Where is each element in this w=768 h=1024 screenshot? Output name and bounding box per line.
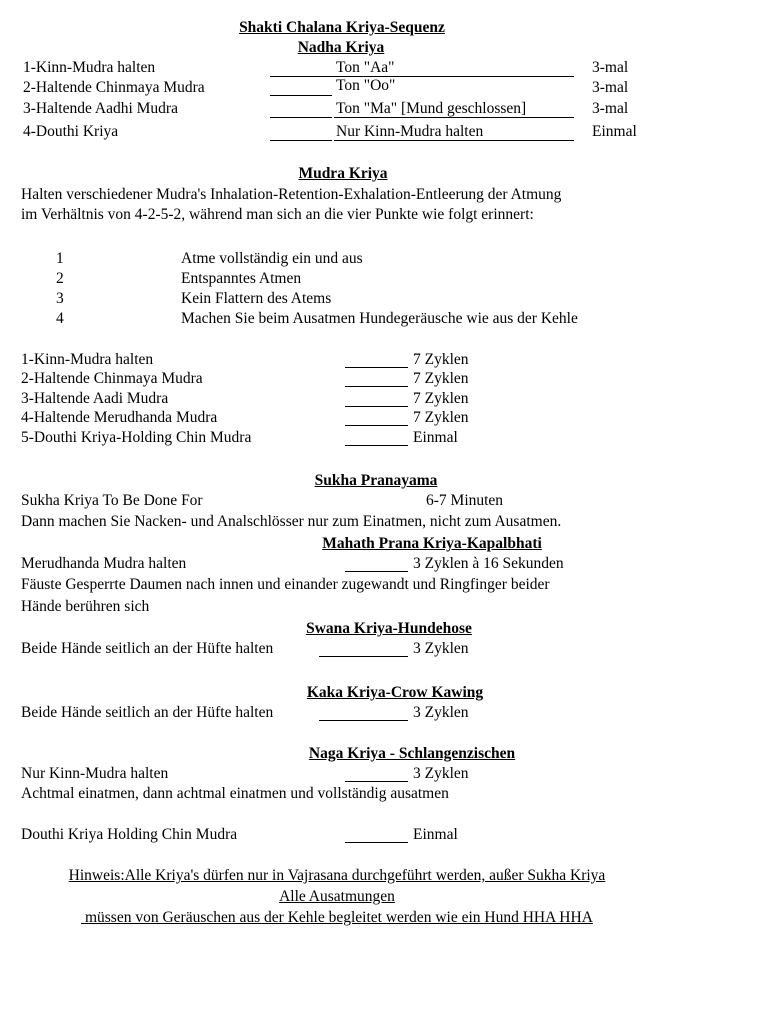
nadha-row-sound: Ton "Ma" [Mund geschlossen]: [336, 100, 527, 117]
list-item-text: Entspanntes Atmen: [181, 270, 302, 287]
mudra-intro-line-1: Halten verschiedener Mudra's Inhalation-Retention-Exhalation-Entleerung der Atmung: [21, 186, 562, 203]
naga-label: Nur Kinn-Mudra halten: [21, 765, 169, 782]
mahath-blank: [345, 571, 408, 572]
mudra-heading: Mudra Kriya: [298, 165, 388, 182]
mahath-count: 3 Zyklen à 16 Sekunden: [413, 555, 564, 572]
nadha-row-label: 4-Douthi Kriya: [23, 123, 119, 140]
swana-count: 3 Zyklen: [413, 640, 469, 657]
mudra-row-count: Einmal: [413, 429, 458, 446]
list-item-text: Atme vollständig ein und aus: [181, 250, 363, 267]
page-title: Shakti Chalana Kriya-Sequenz: [239, 19, 445, 36]
mudra-row-count: 7 Zyklen: [413, 390, 469, 407]
nadha-row-blank: [270, 95, 332, 96]
naga-heading: Naga Kriya - Schlangenzischen: [308, 745, 516, 762]
swana-blank: [319, 656, 408, 657]
nadha-row-count: 3-mal: [592, 59, 629, 76]
mahath-heading: Mahath Prana Kriya-Kapalbhati: [322, 535, 542, 552]
mahath-description-line-1: Fäuste Gesperrte Daumen nach innen und einander zugewandt und Ringfinger beider: [21, 576, 550, 593]
mudra-intro-line-2: im Verhältnis von 4-2-5-2, während man sich an die vier Punkte wie folgt erinnert:: [21, 206, 534, 223]
sukha-heading: Sukha Pranayama: [314, 472, 438, 489]
swana-heading: Swana Kriya-Hundehose: [306, 620, 472, 637]
nadha-row-count: Einmal: [592, 123, 637, 140]
mahath-label: Merudhanda Mudra halten: [21, 555, 187, 572]
sukha-instruction: Dann machen Sie Nacken- und Analschlösser nur zum Einatmen, nicht zum Ausatmen.: [21, 513, 562, 530]
nadha-row-blank: [270, 60, 574, 77]
nadha-row-sound: Ton "Oo": [336, 77, 396, 94]
kaka-blank: [319, 720, 408, 721]
list-item-text: Machen Sie beim Ausatmen Hundegeräusche wie aus der Kehle: [181, 310, 578, 327]
mudra-row-count: 7 Zyklen: [413, 370, 469, 387]
mudra-row-label: 5-Douthi Kriya-Holding Chin Mudra: [21, 429, 252, 446]
nadha-row-blank: [270, 117, 332, 118]
nadha-row-blank: [270, 140, 332, 141]
nadha-row-sound: Nur Kinn-Mudra halten: [336, 123, 484, 140]
nadha-row-sound: Ton "Aa": [336, 59, 395, 76]
kaka-label: Beide Hände seitlich an der Hüfte halten: [21, 704, 274, 721]
mudra-row-label: 2-Haltende Chinmaya Mudra: [21, 370, 203, 387]
nadha-heading: Nadha Kriya: [297, 39, 385, 56]
note-line-3: müssen von Geräuschen aus der Kehle begleitet werden wie ein Hund HHA HHA: [81, 909, 593, 926]
swana-label: Beide Hände seitlich an der Hüfte halten: [21, 640, 274, 657]
mudra-row-count: 7 Zyklen: [413, 351, 469, 368]
nadha-row-count: 3-mal: [592, 79, 629, 96]
list-item-number: 4: [56, 310, 64, 327]
naga-count: 3 Zyklen: [413, 765, 469, 782]
naga-description: Achtmal einatmen, dann achtmal einatmen und vollständig ausatmen: [21, 785, 449, 802]
nadha-row-label: 3-Haltende Aadhi Mudra: [23, 100, 178, 117]
mudra-row-blank: [345, 406, 408, 407]
naga-blank: [345, 781, 408, 782]
note-line-2: Alle Ausatmungen: [279, 888, 395, 905]
mudra-row-label: 1-Kinn-Mudra halten: [21, 351, 154, 368]
sukha-duration-label: Sukha Kriya To Be Done For: [21, 492, 203, 509]
kaka-heading: Kaka Kriya-Crow Kawing: [306, 684, 484, 701]
list-item-number: 1: [56, 250, 64, 267]
mudra-row-blank: [345, 367, 408, 368]
douthi-count: Einmal: [413, 826, 458, 843]
douthi-blank: [345, 842, 408, 843]
mudra-row-blank: [345, 386, 408, 387]
nadha-row-label: 2-Haltende Chinmaya Mudra: [23, 79, 205, 96]
mudra-row-count: 7 Zyklen: [413, 409, 469, 426]
nadha-row-count: 3-mal: [592, 100, 629, 117]
list-item-text: Kein Flattern des Atems: [181, 290, 332, 307]
sukha-duration-value: 6-7 Minuten: [426, 492, 504, 509]
douthi-label: Douthi Kriya Holding Chin Mudra: [21, 826, 238, 843]
nadha-row-label: 1-Kinn-Mudra halten: [23, 59, 156, 76]
list-item-number: 3: [56, 290, 64, 307]
mudra-row-blank: [345, 425, 408, 426]
note-line-1: Hinweis:Alle Kriya's dürfen nur in Vajrasana durchgeführt werden, außer Sukha Kriya: [68, 867, 606, 884]
mudra-row-blank: [345, 445, 408, 446]
kaka-count: 3 Zyklen: [413, 704, 469, 721]
list-item-number: 2: [56, 270, 64, 287]
mudra-row-label: 3-Haltende Aadi Mudra: [21, 390, 169, 407]
mahath-description-line-2: Hände berühren sich: [21, 598, 150, 615]
mudra-row-label: 4-Haltende Merudhanda Mudra: [21, 409, 218, 426]
